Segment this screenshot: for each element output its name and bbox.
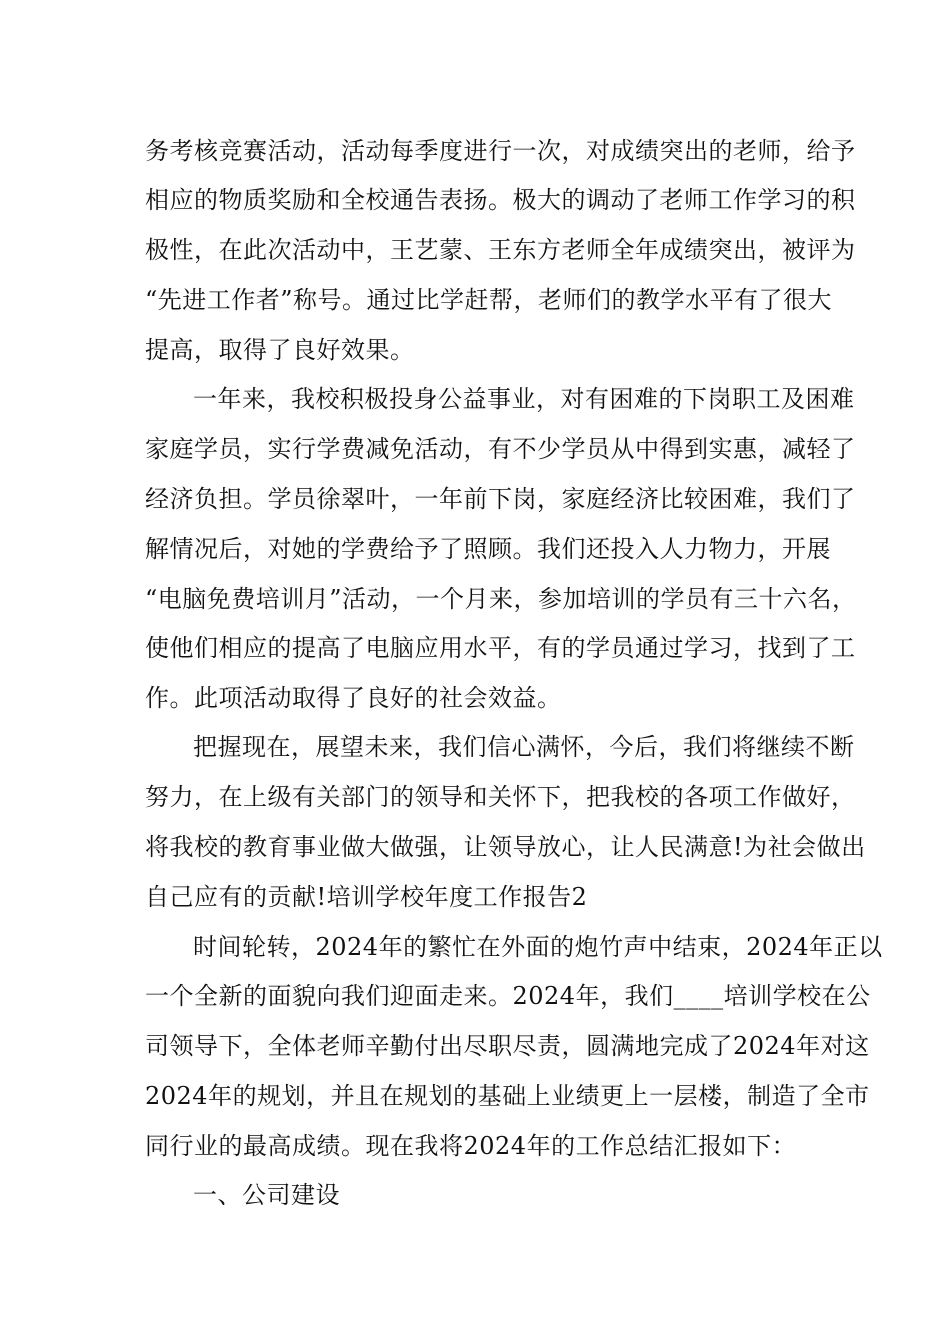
paragraph-line: 时间轮转，2024年的繁忙在外面的炮竹声中结束，2024年正以 <box>193 933 883 961</box>
paragraph-line: 努力，在上级有关部门的领导和关怀下，把我校的各项工作做好， <box>145 783 856 811</box>
paragraph-line: 使他们相应的提高了电脑应用水平，有的学员通过学习，找到了工 <box>145 634 856 662</box>
paragraph-line: 相应的物质奖励和全校通告表扬。极大的调动了老师工作学习的积 <box>145 186 856 214</box>
paragraph-line: 家庭学员，实行学费减免活动，有不少学员从中得到实惠，减轻了 <box>145 435 856 463</box>
paragraph-line: 提高，取得了良好效果。 <box>145 336 415 364</box>
paragraph-line: 把握现在，展望未来，我们信心满怀，今后，我们将继续不断 <box>193 733 855 761</box>
paragraph-line: 务考核竞赛活动，活动每季度进行一次，对成绩突出的老师，给予 <box>145 137 856 165</box>
paragraph-line: 一个全新的面貌向我们迎面走来。2024年，我们____培训学校在公 <box>145 982 871 1010</box>
paragraph-line: “先进工作者”称号。通过比学赶帮，老师们的教学水平有了很大 <box>145 286 833 314</box>
paragraph-line: 司领导下，全体老师辛勤付出尽职尽责，圆满地完成了2024年对这 <box>145 1032 870 1060</box>
section-heading: 一、公司建设 <box>193 1181 340 1209</box>
paragraph-line: “电脑免费培训月”活动，一个月来，参加培训的学员有三十六名， <box>145 585 857 613</box>
paragraph-line: 2024年的规划，并且在规划的基础上业绩更上一层楼，制造了全市 <box>145 1082 870 1110</box>
paragraph-line: 将我校的教育事业做大做强，让领导放心，让人民满意!为社会做出 <box>145 833 866 861</box>
paragraph-line: 自己应有的贡献!培训学校年度工作报告2 <box>145 883 588 911</box>
paragraph-line: 解情况后，对她的学费给予了照顾。我们还投入人力物力，开展 <box>145 535 831 563</box>
paragraph-line: 作。此项活动取得了良好的社会效益。 <box>145 684 562 712</box>
paragraph-line: 同行业的最高成绩。现在我将2024年的工作总结汇报如下： <box>145 1132 797 1160</box>
paragraph-line: 经济负担。学员徐翠叶，一年前下岗，家庭经济比较困难，我们了 <box>145 485 856 513</box>
paragraph-line: 极性，在此次活动中，王艺蒙、王东方老师全年成绩突出，被评为 <box>145 236 856 264</box>
paragraph-line: 一年来，我校积极投身公益事业，对有困难的下岗职工及困难 <box>193 385 855 413</box>
